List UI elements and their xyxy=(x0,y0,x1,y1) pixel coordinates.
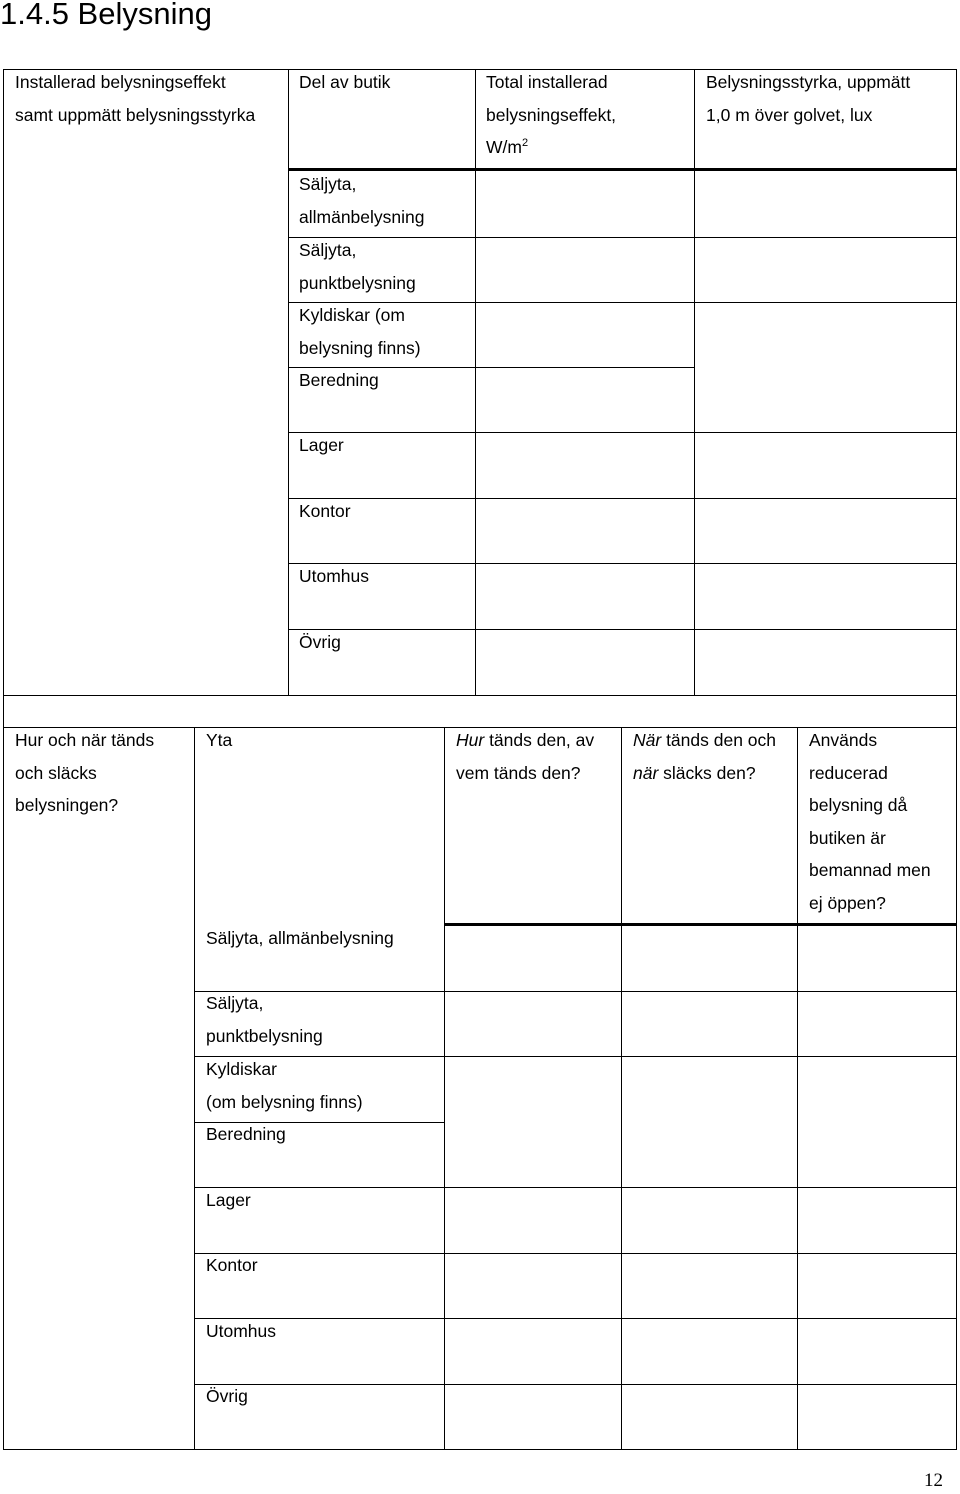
table2-header-how-turned-on: Hur tänds den, av vem tänds den? xyxy=(456,730,595,783)
table1-header-installed-effect: Installerad belysningseffekt samt uppmätt belysningsstyrka xyxy=(15,72,256,125)
table1-row-other: Övrig xyxy=(299,632,341,652)
table2-row-sales-general: Säljyta, allmänbelysning xyxy=(206,928,394,948)
table2-row-outdoor: Utomhus xyxy=(206,1321,277,1341)
table2-row-fridges: Kyldiskar (om belysning finns) xyxy=(206,1059,363,1112)
table2-header-area: Yta xyxy=(206,730,233,750)
table1-row-sales-general: Säljyta, allmänbelysning xyxy=(299,174,425,227)
page-number: 12 xyxy=(924,1470,943,1491)
section-title: 1.4.5 Belysning xyxy=(0,0,212,31)
table2-row-office: Kontor xyxy=(206,1255,258,1275)
table1-header-total-effect: Total installerad belysningseffekt, $W/m^2$ xyxy=(486,72,617,157)
table2-row-preparation: Beredning xyxy=(206,1124,286,1144)
table2-row-storage: Lager xyxy=(206,1190,251,1210)
table1-row-sales-spot: Säljyta, punktbelysning xyxy=(299,240,416,293)
table1-row-fridges: Kyldiskar (om belysning finns) xyxy=(299,305,421,358)
table1-row-storage: Lager xyxy=(299,435,344,455)
table2-row-sales-spot: Säljyta, punktbelysning xyxy=(206,993,323,1046)
table1-header-store-part: Del av butik xyxy=(299,72,391,92)
table1-row-office: Kontor xyxy=(299,501,351,521)
table2-row-other: Övrig xyxy=(206,1386,248,1406)
table1-header-illuminance: Belysningsstyrka, uppmätt 1,0 m över golvet, lux xyxy=(706,72,911,125)
table1-row-preparation: Beredning xyxy=(299,370,379,390)
table2-header-reduced-lighting: Används reducerad belysning då butiken är bemannad men ej öppen? xyxy=(809,730,931,913)
table2-header-how-when: Hur och när tänds och släcks belysningen? xyxy=(15,730,155,815)
table2-header-when-turned-on: När tänds den och när släcks den? xyxy=(633,730,777,783)
table1-row-outdoor: Utomhus xyxy=(299,566,370,586)
